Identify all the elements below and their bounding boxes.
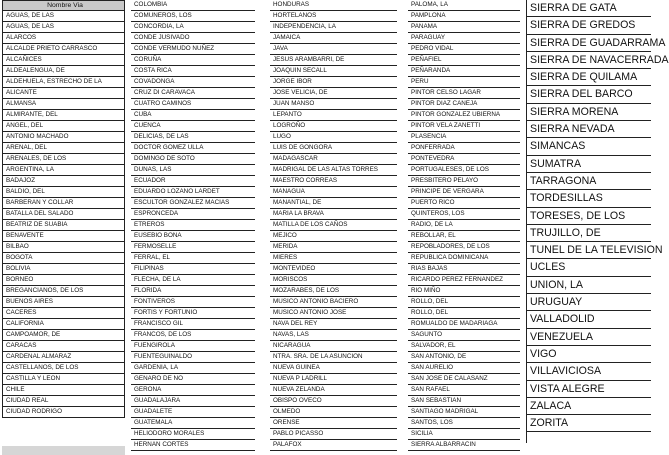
- street-name-cell: JAVA: [270, 44, 397, 55]
- street-name-cell: FERRAL, EL: [131, 253, 255, 264]
- street-name-cell: CHILE: [2, 385, 125, 396]
- street-name-cell: NUEVA GUINEA: [270, 363, 397, 374]
- street-name-cell: PORTUGALESES, DE LOS: [408, 165, 520, 176]
- street-name-cell: PONFERRADA: [408, 143, 520, 154]
- street-name-cell: URUGUAY: [527, 294, 651, 311]
- street-name-cell: VALLADOLID: [527, 311, 651, 328]
- street-column-2: [131, 0, 255, 451]
- street-name-cell: ROMUALDO DE MADARIAGA: [408, 319, 520, 330]
- street-name-cell: PINTOR CELSO LAGAR: [408, 88, 520, 99]
- street-name-cell: JOAQUIN SECALL: [270, 66, 397, 77]
- street-name-cell: REBOLLAR, EL: [408, 231, 520, 242]
- street-name-cell: NTRA. SRA. DE LA ASUNCION: [270, 352, 397, 363]
- street-name-cell: REPUBLICA DOMINICANA: [408, 253, 520, 264]
- street-name-cell: OBISPO OVECO: [270, 396, 397, 407]
- street-name-cell: GUATEMALA: [131, 418, 255, 429]
- street-name-cell: CAMPOAMOR, DE: [2, 330, 125, 341]
- street-name-cell: CARACAS: [2, 341, 125, 352]
- street-name-cell: PANAMA: [408, 22, 520, 33]
- street-name-cell: ANTONIO MACHADO: [2, 132, 125, 143]
- street-name-cell: SAN JOSE DE CALASANZ: [408, 374, 520, 385]
- street-name-cell: SAN RAFAEL: [408, 385, 520, 396]
- street-name-cell: CUBA: [131, 110, 255, 121]
- street-name-cell: GENARO DE NO: [131, 374, 255, 385]
- street-name-cell: ECUADOR: [131, 176, 255, 187]
- street-name-cell: FONTIVEROS: [131, 297, 255, 308]
- street-name-cell: SIERRA ALBARRACIN: [408, 440, 520, 451]
- street-name-cell: TARRAGONA: [527, 173, 651, 190]
- street-name-cell: PINTOR GONZALEZ UBIERNA: [408, 110, 520, 121]
- street-name-cell: GERONA: [131, 385, 255, 396]
- street-name-cell: PONTEVEDRA: [408, 154, 520, 165]
- street-name-cell: ROLLO, DEL: [408, 297, 520, 308]
- street-name-cell: JOSE VELICIA, DE: [270, 88, 397, 99]
- street-name-cell: VISTA ALEGRE: [527, 381, 651, 398]
- street-column-5: [526, 0, 669, 443]
- street-name-cell: MERIDA: [270, 242, 397, 253]
- street-name-cell: RICARDO PEREZ FERNANDEZ: [408, 275, 520, 286]
- street-name-cell: SIERRA DE GUADARRAMA: [527, 35, 651, 52]
- street-name-cell: PLASENCIA: [408, 132, 520, 143]
- street-name-cell: HONDURAS: [270, 0, 397, 11]
- street-name-cell: ALCAÑICES: [2, 55, 125, 66]
- street-name-cell: NUEVA P LADRILL: [270, 374, 397, 385]
- street-name-cell: FLECHA, DE LA: [131, 275, 255, 286]
- street-name-cell: ALDEHUELA, ESTRECHO DE LA: [2, 77, 125, 88]
- street-name-cell: PRINCIPE DE VERGARA: [408, 187, 520, 198]
- street-name-cell: DELICIAS, DE LAS: [131, 132, 255, 143]
- street-name-cell: CRUZ DI CARAVACA: [131, 88, 255, 99]
- street-name-cell: SIERRA DE QUILAMA: [527, 69, 651, 86]
- street-name-cell: ALARCOS: [2, 33, 125, 44]
- street-name-cell: TRUJILLO, DE: [527, 225, 651, 242]
- street-column-1: [2, 0, 125, 418]
- street-name-cell: PINTOR VELA ZANETTI: [408, 121, 520, 132]
- street-name-cell: MADAGASCAR: [270, 154, 397, 165]
- street-name-cell: SIERRA DE NAVACERRADA: [527, 52, 651, 69]
- street-name-cell: CASTILLA Y LEON: [2, 374, 125, 385]
- street-name-cell: MORISCOS: [270, 275, 397, 286]
- street-name-cell: SIERRA MORENA: [527, 104, 651, 121]
- street-name-cell: PARAGUAY: [408, 33, 520, 44]
- street-name-cell: CUATRO CAMINOS: [131, 99, 255, 110]
- street-name-cell: TUNEL DE LA TELEVISION: [527, 242, 651, 259]
- street-name-cell: ETREROS: [131, 220, 255, 231]
- street-name-cell: CIUDAD RODRIGO: [2, 407, 125, 418]
- street-name-cell: DUNAS, LAS: [131, 165, 255, 176]
- street-column-4: [408, 0, 520, 451]
- street-name-cell: MAESTRO CORREAS: [270, 176, 397, 187]
- street-name-cell: EDUARDO LOZANO LARDET: [131, 187, 255, 198]
- street-name-cell: LEPANTO: [270, 110, 397, 121]
- street-name-cell: NUEVA ZELANDA: [270, 385, 397, 396]
- street-name-cell: CACERES: [2, 308, 125, 319]
- street-name-cell: CUENCA: [131, 121, 255, 132]
- street-name-cell: SIERRA DEL BARCO: [527, 86, 651, 103]
- street-name-cell: BREGANCIANOS, DE LOS: [2, 286, 125, 297]
- street-name-cell: MUSICO ANTONIO JOSE: [270, 308, 397, 319]
- street-name-cell: HORTELANOS: [270, 11, 397, 22]
- street-name-cell: BORNEO: [2, 275, 125, 286]
- street-name-cell: ROLLO, DEL: [408, 308, 520, 319]
- street-name-cell: CONDE JUSIVADO: [131, 33, 255, 44]
- street-name-cell: PEDRO VIDAL: [408, 44, 520, 55]
- street-name-cell: FUENGIROLA: [131, 341, 255, 352]
- street-name-cell: CALIFORNIA: [2, 319, 125, 330]
- street-column-3: [270, 0, 397, 451]
- street-name-cell: SANTIAGO MADRIGAL: [408, 407, 520, 418]
- street-name-cell: UNION, LA: [527, 277, 651, 294]
- street-name-cell: SAGUNTO: [408, 330, 520, 341]
- street-name-cell: BADAJOZ: [2, 176, 125, 187]
- street-name-cell: JESUS ARAMBARRI, DE: [270, 55, 397, 66]
- street-name-cell: HELIODORO MORALES: [131, 429, 255, 440]
- street-name-cell: ZORITA: [527, 415, 651, 432]
- street-name-cell: ARENAL, DEL: [2, 143, 125, 154]
- street-name-cell: ALDEALENGUA, DE: [2, 66, 125, 77]
- column-header: Nombre Via: [2, 0, 125, 11]
- street-name-cell: FILIPINAS: [131, 264, 255, 275]
- street-name-cell: BALDIO, DEL: [2, 187, 125, 198]
- street-name-cell: ORENSE: [270, 418, 397, 429]
- street-name-cell: ARENALES, DE LOS: [2, 154, 125, 165]
- street-name-cell: SANTOS, LOS: [408, 418, 520, 429]
- street-name-cell: JAMAICA: [270, 33, 397, 44]
- street-name-cell: SIERRA DE GATA: [527, 0, 651, 17]
- street-name-cell: PALOMA, LA: [408, 0, 520, 11]
- street-name-cell: BENAVENTE: [2, 231, 125, 242]
- street-name-cell: VIGO: [527, 346, 651, 363]
- street-name-cell: QUINTEROS, LOS: [408, 209, 520, 220]
- street-name-cell: HERNAN CORTES: [131, 440, 255, 451]
- sheet-bottom-strip: [2, 446, 125, 455]
- street-name-cell: INDEPENDENCIA, LA: [270, 22, 397, 33]
- street-name-cell: SIMANCAS: [527, 138, 651, 155]
- street-name-cell: RADIO, DE LA: [408, 220, 520, 231]
- street-name-cell: UCLES: [527, 259, 651, 276]
- street-name-cell: COLOMBIA: [131, 0, 255, 11]
- street-name-cell: BEATRIZ DE SUABIA: [2, 220, 125, 231]
- street-name-cell: CONDE VERMUDO NUÑEZ: [131, 44, 255, 55]
- street-name-cell: BUENOS AIRES: [2, 297, 125, 308]
- street-name-cell: CARDENAL ALMARAZ: [2, 352, 125, 363]
- street-name-cell: SAN ANTONIO, DE: [408, 352, 520, 363]
- street-name-cell: EUSEBIO BONA: [131, 231, 255, 242]
- street-name-cell: CIUDAD REAL: [2, 396, 125, 407]
- street-name-cell: NICARAGUA: [270, 341, 397, 352]
- street-name-cell: COVADONGA: [131, 77, 255, 88]
- street-name-cell: GUADALAJARA: [131, 396, 255, 407]
- street-name-cell: TORESES, DE LOS: [527, 208, 651, 225]
- street-name-cell: REPOBLADORES, DE LOS: [408, 242, 520, 253]
- street-name-cell: SALVADOR, EL: [408, 341, 520, 352]
- street-name-cell: SIERRA NEVADA: [527, 121, 651, 138]
- street-name-cell: PABLO PICASSO: [270, 429, 397, 440]
- street-name-cell: PEÑAFIEL: [408, 55, 520, 66]
- street-name-cell: LOGROÑO: [270, 121, 397, 132]
- street-name-cell: NAVAS, LAS: [270, 330, 397, 341]
- street-name-cell: FUENTEGUINALDO: [131, 352, 255, 363]
- street-name-cell: RIO MIÑO: [408, 286, 520, 297]
- street-name-cell: MOZARABES, DE LOS: [270, 286, 397, 297]
- street-name-cell: BOGOTA: [2, 253, 125, 264]
- street-name-cell: BARBERAN Y COLLAR: [2, 198, 125, 209]
- street-name-cell: PINTOR DIAZ CANEJA: [408, 99, 520, 110]
- street-name-cell: ZALACA: [527, 398, 651, 415]
- street-name-cell: AGUAS, DE LAS: [2, 22, 125, 33]
- street-name-cell: GARDENIA, LA: [131, 363, 255, 374]
- street-name-cell: MANANTIAL, DE: [270, 198, 397, 209]
- street-name-cell: PERU: [408, 77, 520, 88]
- street-name-cell: PAMPLONA: [408, 11, 520, 22]
- street-name-cell: DOMINGO DE SOTO: [131, 154, 255, 165]
- street-name-cell: FERMOSELLE: [131, 242, 255, 253]
- street-name-cell: SICILIA: [408, 429, 520, 440]
- street-name-cell: LUIS DE GONGORA: [270, 143, 397, 154]
- street-name-cell: ESCULTOR GONZALEZ MACIAS: [131, 198, 255, 209]
- street-name-cell: ALCALDE PRIETO CARRASCO: [2, 44, 125, 55]
- street-name-cell: FRANCOS, DE LOS: [131, 330, 255, 341]
- street-name-cell: RIAS BAJAS: [408, 264, 520, 275]
- street-name-cell: BILBAO: [2, 242, 125, 253]
- street-name-cell: MONTEVIDEO: [270, 264, 397, 275]
- street-name-cell: MATILLA DE LOS CAÑOS: [270, 220, 397, 231]
- street-name-cell: CORUÑA: [131, 55, 255, 66]
- street-name-cell: CONCORDIA, LA: [131, 22, 255, 33]
- street-name-cell: SAN SEBASTIAN: [408, 396, 520, 407]
- street-name-cell: TORDESILLAS: [527, 190, 651, 207]
- street-name-cell: ALICANTE: [2, 88, 125, 99]
- street-name-cell: FLORIDA: [131, 286, 255, 297]
- street-name-cell: MANAGUA: [270, 187, 397, 198]
- street-name-cell: FORTIS Y FORTUNIO: [131, 308, 255, 319]
- street-name-cell: JORGE IBOR: [270, 77, 397, 88]
- street-name-cell: FRANCISCO GIL: [131, 319, 255, 330]
- street-name-cell: ANGEL, DEL: [2, 121, 125, 132]
- street-name-cell: PALAFOX: [270, 440, 397, 451]
- street-name-cell: ESPRONCEDA: [131, 209, 255, 220]
- street-name-cell: ALMIRANTE, DEL: [2, 110, 125, 121]
- street-name-cell: MUSICO ANTONIO BACIERO: [270, 297, 397, 308]
- street-name-cell: DOCTOR GOMEZ ULLA: [131, 143, 255, 154]
- street-name-cell: MADRIGAL DE LAS ALTAS TORRES: [270, 165, 397, 176]
- street-name-cell: NAVA DEL REY: [270, 319, 397, 330]
- street-name-cell: COMUNEROS, LOS: [131, 11, 255, 22]
- street-name-cell: SUMATRA: [527, 156, 651, 173]
- street-name-cell: COSTA RICA: [131, 66, 255, 77]
- street-name-cell: GUADALETE: [131, 407, 255, 418]
- street-name-cell: ALMANSA: [2, 99, 125, 110]
- street-name-cell: LUGO: [270, 132, 397, 143]
- street-name-cell: SAN AURELIO: [408, 363, 520, 374]
- street-name-cell: MIERES: [270, 253, 397, 264]
- street-name-cell: VILLAVICIOSA: [527, 363, 651, 380]
- street-name-cell: MEJICO: [270, 231, 397, 242]
- street-name-cell: AGUAS, DE LAS: [2, 11, 125, 22]
- street-name-cell: BOLIVIA: [2, 264, 125, 275]
- street-name-cell: MARIA LA BRAVA: [270, 209, 397, 220]
- street-name-cell: SIERRA DE GREDOS: [527, 17, 651, 34]
- street-name-cell: PUERTO RICO: [408, 198, 520, 209]
- street-name-cell: OLMEDO: [270, 407, 397, 418]
- street-name-cell: PEÑARANDA: [408, 66, 520, 77]
- street-name-cell: VENEZUELA: [527, 329, 651, 346]
- street-name-cell: CASTELLANOS, DE LOS: [2, 363, 125, 374]
- street-name-cell: PRESBITERO PELAYO: [408, 176, 520, 187]
- street-name-cell: JUAN MANSO: [270, 99, 397, 110]
- street-name-cell: ARGENTINA, LA: [2, 165, 125, 176]
- street-name-cell: BATALLA DEL SALADO: [2, 209, 125, 220]
